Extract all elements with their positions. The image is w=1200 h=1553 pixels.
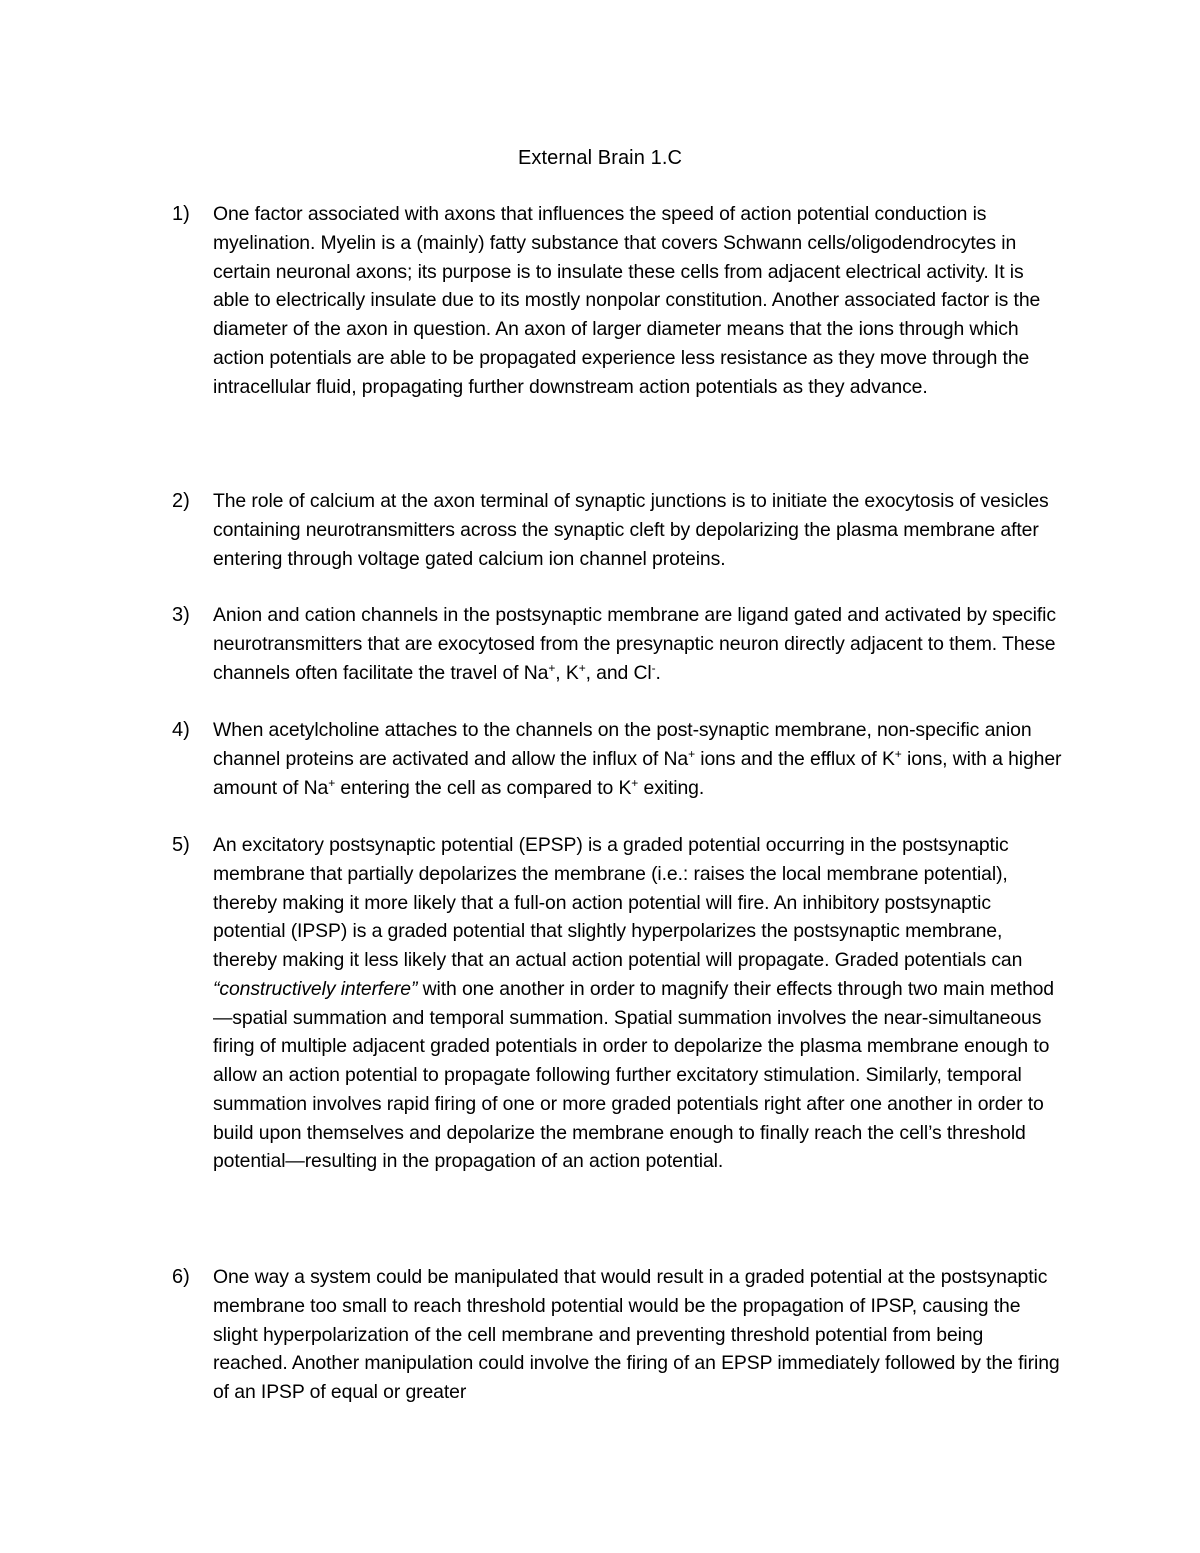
superscript-charge: +: [894, 746, 902, 761]
text-run: One way a system could be manipulated that would result in a graded potential at the postsynaptic membrane too small to reach threshold potential would be the propagation of IPSP, causing the slight hyperpolarization of the cell membrane and preventing threshold potential from being reached. Another manipulation could involve the firing of an EPSP immediately followed by the firing of an IPSP of equal or greater: [213, 1266, 1060, 1403]
answer-item-2: [172, 487, 1072, 573]
superscript-charge: +: [548, 660, 556, 675]
text-run: entering the cell as compared to K: [335, 776, 632, 799]
text-run: When acetylcholine attaches to the channels on the post-synaptic membrane, non-specific anion channel proteins are activated and allow the influx of Na: [213, 719, 1032, 770]
emphasis-text: “constructively interfere”: [213, 977, 418, 1000]
text-run: exiting.: [638, 776, 705, 799]
item-text: [213, 200, 1062, 401]
text-run: , K: [555, 661, 579, 684]
item-number: 6): [172, 1266, 190, 1288]
answer-item-4: [172, 716, 1072, 802]
item-number: 5): [172, 834, 190, 856]
text-run: with one another in order to magnify their effects through two main method—spatial summation and temporal summation. Spatial summation involves the near-simultaneous firing of multiple adjacent graded potentials in order to depolarize the plasma membrane enough to allow an action potential to propagate following further excitatory stimulation. Similarly, temporal summation involves rapid firing of one or more graded potentials right after one another in order to build upon themselves and depolarize the membrane enough to finally reach the cell’s threshold potential—resulting in the propagation of an action potential.: [213, 977, 1054, 1173]
text-run: , and Cl: [585, 661, 652, 684]
text-run: An excitatory postsynaptic potential (EPSP) is a graded potential occurring in the postsynaptic membrane that partially depolarizes the membrane (i.e.: raises the local membrane potential), thereby making it more likely that a full-on action potential will fire. An inhibitory postsynaptic potential (IPSP) is a graded potential that slightly hyperpolarizes the postsynaptic membrane, thereby making it less likely that an actual action potential will propagate. Graded potentials can: [213, 834, 1023, 971]
superscript-charge: +: [328, 775, 336, 790]
superscript-charge: -: [651, 660, 656, 675]
item-number: 2): [172, 490, 190, 512]
item-number: 1): [172, 203, 190, 225]
text-run: Anion and cation channels in the postsynaptic membrane are ligand gated and activated by specific neurotransmitters that are exocytosed from the presynaptic neuron directly adjacent to them. These channels often facilitate the travel of Na: [213, 604, 1056, 684]
text-run: The role of calcium at the axon terminal of synaptic junctions is to initiate the exocytosis of vesicles containing neurotransmitters across the synaptic cleft by depolarizing the plasma membrane after entering through voltage gated calcium ion channel proteins.: [213, 490, 1049, 570]
item-text: [213, 831, 1062, 1176]
superscript-charge: +: [688, 746, 695, 761]
text-run: .: [655, 661, 661, 684]
text-run: One factor associated with axons that influences the speed of action potential conduction is myelination. Myelin is a (mainly) fatty substance that covers Schwann cells/oligodendrocytes in certain neuronal axons; its purpose is to insulate these cells from adjacent electrical activity. It is able to electrically insulate due to its mostly nonpolar constitution. Another associated factor is the diameter of the axon in question. An axon of larger diameter means that the ions through which action potentials are able to be propagated experience less resistance as they move through the intracellular fluid, propagating further downstream action potentials as they advance.: [213, 203, 1041, 398]
item-number: 3): [172, 604, 190, 626]
answer-item-5: [172, 831, 1072, 1176]
superscript-charge: +: [578, 660, 586, 675]
item-text: [213, 1263, 1062, 1407]
text-run: ions and the efflux of K: [694, 747, 895, 770]
answer-item-1: [172, 200, 1072, 401]
answer-item-3: [172, 601, 1072, 687]
text-run: ions, with a higher amount of Na: [213, 747, 1062, 799]
superscript-charge: +: [631, 775, 639, 790]
item-text: [213, 601, 1062, 687]
item-number: 4): [172, 719, 190, 741]
answer-item-6: [172, 1263, 1072, 1407]
item-text: [213, 487, 1062, 573]
document-title: External Brain 1.C: [517, 147, 683, 169]
item-text: [213, 716, 1062, 802]
